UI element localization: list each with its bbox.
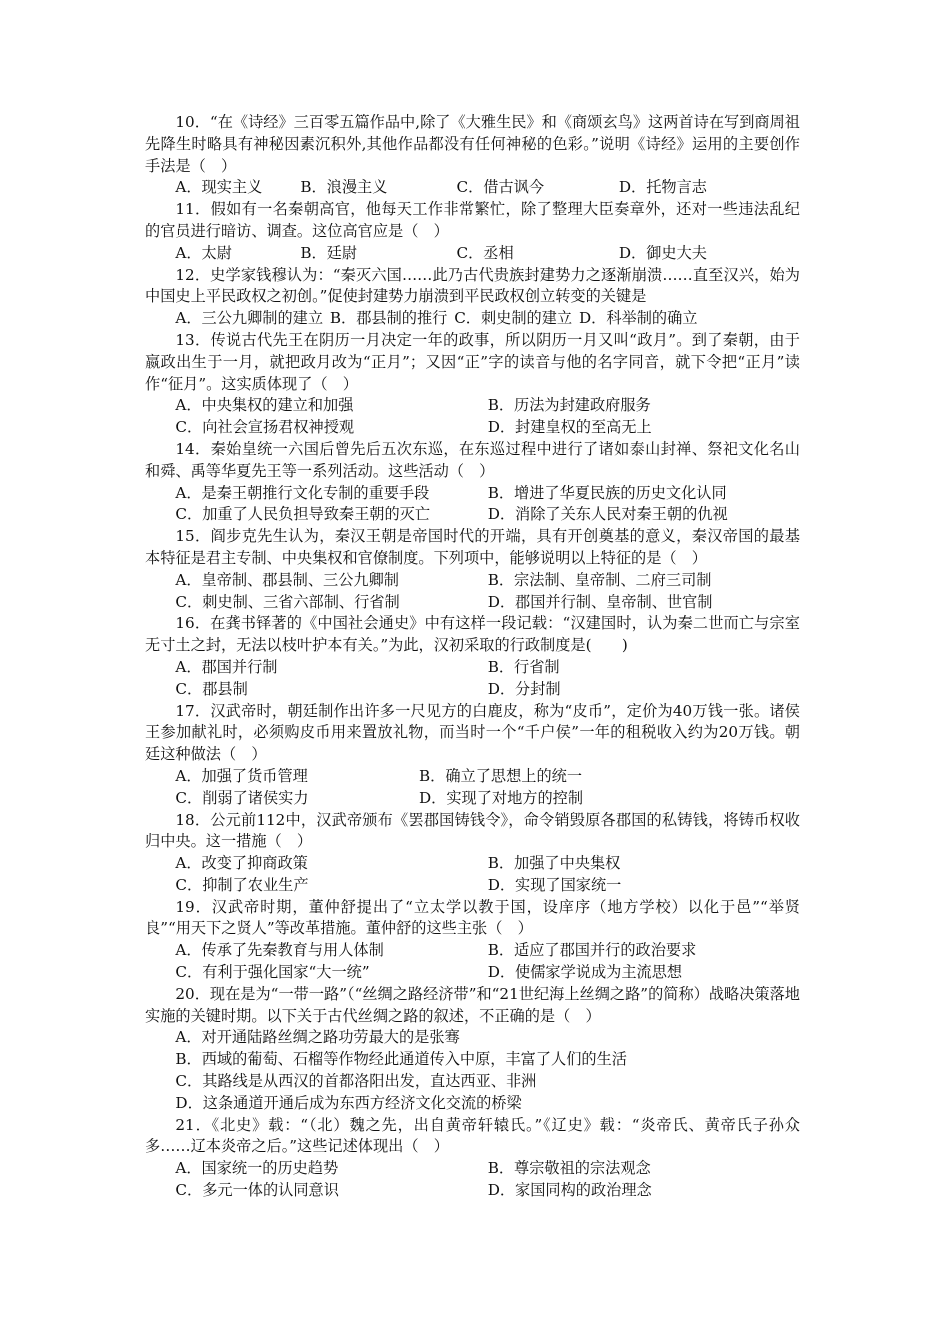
question-21 bbox=[145, 1115, 800, 1202]
option-list bbox=[145, 570, 800, 614]
option-list bbox=[145, 766, 800, 810]
option-d[interactable]: D．御史大夫 bbox=[618, 243, 707, 262]
option-b[interactable]: B．行省制 bbox=[487, 657, 560, 676]
option-b[interactable]: B．适应了郡国并行的政治要求 bbox=[487, 941, 697, 960]
question-stem: 18．公元前112中，汉武帝颁布《罢郡国铸钱令》，命令销毁原各郡国的私铸钱，将铸币权收归中央。这一措施（ ） bbox=[145, 810, 800, 851]
option-a[interactable]: A．传承了先秦教育与用人体制 bbox=[175, 941, 384, 960]
option-a[interactable]: A．是秦王朝推行文化专制的重要手段 bbox=[175, 483, 430, 502]
option-list bbox=[145, 483, 800, 527]
question-20 bbox=[145, 984, 800, 1115]
option-list bbox=[145, 395, 800, 439]
question-stem: 13．传说古代先王在阴历一月决定一年的政事，所以阴历一月又叫“政月”。到了秦朝，由于嬴政出生于一月，就把政月改为“正月”；又因“正”字的读音与他的名字同音，就下令把“正月”读作“征月”。这实质体现了（ ） bbox=[145, 330, 800, 393]
question-stem: 16．在龚书铎著的《中国社会通史》中有这样一段记载：“汉建国时，认为秦二世而亡与宗室无寸土之封，无法以枝叶护本有关。”为此，汉初采取的行政制度是( ) bbox=[145, 614, 800, 655]
option-d[interactable]: D．使儒家学说成为主流思想 bbox=[487, 963, 683, 982]
question-12 bbox=[145, 265, 800, 330]
option-b[interactable]: B．确立了思想上的统一 bbox=[418, 766, 583, 785]
question-stem: 10．“在《诗经》三百零五篇作品中,除了《大雅生民》和《商颂玄鸟》这两首诗在写到商周祖先降生时略具有神秘因素沉积外,其他作品都没有任何神秘的色彩。”说明《诗经》运用的主要创作手法是（ ） bbox=[145, 113, 800, 175]
option-a[interactable]: A．现实主义 bbox=[175, 178, 263, 197]
option-c[interactable]: C．郡县制 bbox=[175, 679, 248, 698]
option-b[interactable]: B．西域的葡萄、石榴等作物经此通道传入中原，丰富了人们的生活 bbox=[175, 1050, 627, 1069]
option-b[interactable]: B．宗法制、皇帝制、二府三司制 bbox=[487, 570, 712, 589]
option-d[interactable]: D．分封制 bbox=[487, 679, 561, 698]
option-d[interactable]: D．家国同构的政治理念 bbox=[487, 1181, 652, 1200]
option-list bbox=[145, 657, 800, 701]
question-15 bbox=[145, 526, 800, 613]
option-d[interactable]: D．封建皇权的至高无上 bbox=[487, 418, 652, 437]
option-b[interactable]: B．历法为封建政府服务 bbox=[487, 396, 651, 415]
question-11 bbox=[145, 199, 800, 264]
option-a[interactable]: A．加强了货币管理 bbox=[175, 766, 308, 785]
option-c[interactable]: C．向社会宣扬君权神授观 bbox=[175, 418, 355, 437]
option-c[interactable]: C．抑制了农业生产 bbox=[175, 875, 309, 894]
question-16 bbox=[145, 613, 800, 700]
option-a[interactable]: A．国家统一的历史趋势 bbox=[175, 1159, 339, 1178]
option-c[interactable]: C．借古讽今 bbox=[456, 178, 545, 197]
option-c[interactable]: C．有利于强化国家“大一统” bbox=[175, 963, 370, 982]
option-list bbox=[145, 1158, 800, 1202]
option-b[interactable]: B．增进了华夏民族的历史文化认同 bbox=[487, 483, 727, 502]
option-list bbox=[145, 940, 800, 984]
option-a[interactable]: A．对开通陆路丝绸之路功劳最大的是张骞 bbox=[175, 1028, 460, 1047]
option-d[interactable]: D．郡国并行制、皇帝制、世官制 bbox=[487, 592, 713, 611]
question-stem: 11．假如有一名秦朝高官，他每天工作非常繁忙，除了整理大臣奏章外，还对一些违法乱纪的官员进行暗访、调查。这位高官应是（ ） bbox=[145, 200, 800, 240]
option-a[interactable]: A．郡国并行制 bbox=[175, 657, 278, 676]
option-c[interactable]: C．削弱了诸侯实力 bbox=[175, 788, 309, 807]
option-d[interactable]: D．实现了对地方的控制 bbox=[418, 788, 584, 807]
question-19 bbox=[145, 897, 800, 984]
option-d[interactable]: D．实现了国家统一 bbox=[487, 875, 622, 894]
option-b[interactable]: B．浪漫主义 bbox=[300, 178, 388, 197]
option-a[interactable]: A．太尉 bbox=[175, 243, 232, 262]
question-18 bbox=[145, 810, 800, 897]
question-stem: 21．《北史》载：“（北）魏之先，出自黄帝轩辕氏。”《辽史》载：“炎帝氏、黄帝氏子孙众多……辽本炎帝之后。”这些记述体现出（ ） bbox=[145, 1115, 800, 1156]
question-stem: 19．汉武帝时期，董仲舒提出了“立太学以教于国，设庠序（地方学校）以化于邑”“举贤良”“用天下之贤人”等改革措施。董仲舒的这些主张（ ） bbox=[145, 897, 800, 938]
option-c[interactable]: C．多元一体的认同意识 bbox=[175, 1181, 339, 1200]
question-13 bbox=[145, 330, 800, 439]
option-a[interactable]: A．皇帝制、郡县制、三公九卿制 bbox=[175, 570, 399, 589]
option-c[interactable]: C．刺史制、三省六部制、行省制 bbox=[175, 592, 400, 611]
option-b[interactable]: B．尊宗敬祖的宗法观念 bbox=[487, 1159, 651, 1178]
question-10 bbox=[145, 112, 800, 199]
option-list bbox=[145, 308, 800, 330]
option-list bbox=[145, 243, 800, 265]
option-d[interactable]: D．消除了关东人民对秦王朝的仇视 bbox=[487, 505, 728, 524]
option-list bbox=[145, 853, 800, 897]
question-stem: 12．史学家钱穆认为：“秦灭六国……此乃古代贵族封建势力之逐渐崩溃……直至汉兴，始为中国史上平民政权之初创。”促使封建势力崩溃到平民政权创立转变的关键是 bbox=[145, 265, 800, 306]
option-a[interactable]: A．中央集权的建立和加强 bbox=[175, 396, 354, 415]
option-b[interactable]: B．郡县制的推行 bbox=[329, 309, 448, 328]
question-stem: 14．秦始皇统一六国后曾先后五次东巡，在东巡过程中进行了诸如泰山封禅、祭祀文化名山和舜、禹等华夏先王等一系列活动。这些活动（ ） bbox=[145, 439, 800, 480]
option-d[interactable]: D．科举制的确立 bbox=[578, 309, 698, 328]
option-c[interactable]: C．刺史制的建立 bbox=[454, 309, 573, 328]
option-d[interactable]: D．这条通道开通后成为东西方经济文化交流的桥梁 bbox=[175, 1093, 522, 1112]
option-list bbox=[145, 1027, 800, 1114]
option-c[interactable]: C．加重了人民负担导致秦王朝的灭亡 bbox=[175, 505, 431, 524]
option-b[interactable]: B．廷尉 bbox=[300, 243, 358, 262]
option-b[interactable]: B．加强了中央集权 bbox=[487, 854, 621, 873]
option-list bbox=[145, 177, 800, 199]
option-a[interactable]: A．改变了抑商政策 bbox=[175, 854, 308, 873]
question-stem: 15．阎步克先生认为，秦汉王朝是帝国时代的开端，具有开创奠基的意义，秦汉帝国的最基本特征是君主专制、中央集权和官僚制度。下列项中，能够说明以上特征的是（ ） bbox=[145, 527, 800, 567]
question-stem: 20．现在是为“一带一路”（“丝绸之路经济带”和“21世纪海上丝绸之路”的简称）战略决策落地实施的关键时期。以下关于古代丝绸之路的叙述，不正确的是（ ） bbox=[145, 984, 800, 1025]
option-c[interactable]: C．丞相 bbox=[456, 243, 514, 262]
question-14 bbox=[145, 439, 800, 526]
question-17 bbox=[145, 701, 800, 810]
option-a[interactable]: A．三公九卿制的建立 bbox=[175, 309, 324, 328]
option-d[interactable]: D．托物言志 bbox=[618, 178, 707, 197]
question-stem: 17．汉武帝时，朝廷制作出许多一尺见方的白鹿皮，称为“皮币”，定价为40万钱一张。诸侯王参加献礼时，必须购皮币用来置放礼物，而当时一个“千户侯”一年的租税收入约为20万钱。朝廷这种做法（ ） bbox=[145, 701, 800, 764]
option-c[interactable]: C．其路线是从西汉的首都洛阳出发，直达西亚、非洲 bbox=[175, 1072, 537, 1091]
exam-page bbox=[145, 112, 800, 1202]
